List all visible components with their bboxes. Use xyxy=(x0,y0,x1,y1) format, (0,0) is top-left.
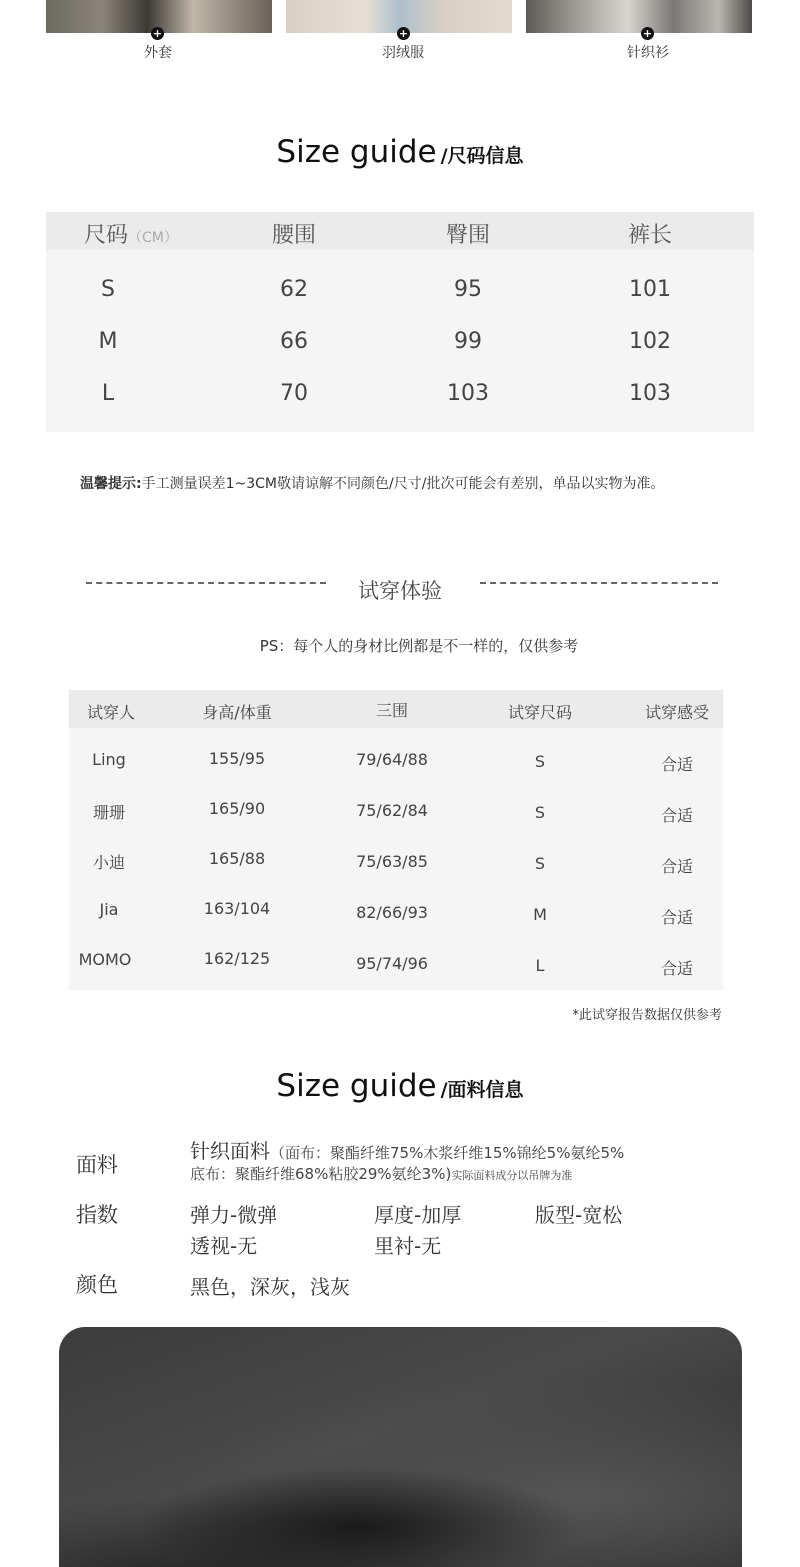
try-cell: 162/125 xyxy=(203,949,271,968)
size-cell: 103 xyxy=(629,381,671,406)
try-cell: S xyxy=(534,854,546,873)
fabric-subtitle: /面料信息 xyxy=(440,1079,524,1101)
fabric-index-thickness: 厚度-加厚 xyxy=(374,1203,462,1227)
try-cell: M xyxy=(533,905,547,924)
try-cell: 珊珊 xyxy=(92,803,125,822)
size-header-waist: 腰围 xyxy=(271,223,316,248)
fabric-index-elasticity: 弹力-微弹 xyxy=(190,1203,278,1227)
size-header-size xyxy=(60,218,234,249)
size-guide-title: Size guide xyxy=(276,134,437,170)
try-cell: Ling xyxy=(92,750,126,769)
try-header-height-weight: 身高/体重 xyxy=(202,703,272,722)
try-cell: 合适 xyxy=(660,806,693,825)
size-cell: 99 xyxy=(454,329,482,354)
size-cell: 95 xyxy=(454,277,482,302)
size-cell: 103 xyxy=(447,381,489,406)
size-cell: 101 xyxy=(629,277,671,302)
thumbnail-label: 外套 xyxy=(144,45,172,61)
fabric-index-label: 指数 xyxy=(76,1203,118,1227)
fabric-index-lining: 里衬-无 xyxy=(374,1234,442,1258)
try-cell: 75/62/84 xyxy=(356,801,428,820)
try-cell: 165/88 xyxy=(208,849,266,868)
try-cell: Jia xyxy=(99,900,119,919)
size-unit: （CM） xyxy=(128,230,178,246)
fabric-material-main: 针织面料 xyxy=(190,1139,270,1163)
try-on-title: 试穿体验 xyxy=(358,579,442,603)
fabric-index-transparency: 透视-无 xyxy=(190,1234,258,1258)
size-header-length: 裤长 xyxy=(627,223,672,248)
try-on-ps: PS：每个人的身材比例都是不一样的，仅供参考 xyxy=(259,637,579,655)
size-cell: 66 xyxy=(280,329,308,354)
try-cell: 155/95 xyxy=(208,749,266,768)
try-cell: S xyxy=(534,752,546,771)
try-cell: 合适 xyxy=(660,755,693,774)
size-cell: S xyxy=(101,277,115,302)
size-guide-heading xyxy=(0,134,800,170)
size-guide-subtitle: /尺码信息 xyxy=(440,145,524,167)
try-cell: 75/63/85 xyxy=(356,852,428,871)
size-cell: 70 xyxy=(280,381,308,406)
try-cell: 小迪 xyxy=(92,853,125,872)
plus-icon[interactable]: + xyxy=(152,27,163,40)
size-cell: M xyxy=(98,329,118,354)
fabric-heading xyxy=(0,1068,800,1104)
fabric-material-line2 xyxy=(190,1163,572,1184)
try-cell: S xyxy=(534,803,546,822)
try-cell: MOMO xyxy=(78,950,132,969)
try-header-measurements: 三围 xyxy=(375,701,408,720)
try-header-person: 试穿人 xyxy=(86,703,135,722)
size-header-label: 尺码 xyxy=(84,223,129,248)
size-header-hip: 臀围 xyxy=(445,223,490,248)
try-cell: 合适 xyxy=(660,908,693,927)
try-header-feeling: 试穿感受 xyxy=(644,703,709,722)
measurement-tip xyxy=(80,473,664,493)
try-cell: 合适 xyxy=(660,959,693,978)
fabric-material-line1 xyxy=(190,1135,624,1164)
size-cell: L xyxy=(101,381,115,406)
fabric-swatch-image xyxy=(59,1327,742,1567)
size-cell: 62 xyxy=(280,277,308,302)
try-cell: 82/66/93 xyxy=(356,903,428,922)
fabric-material-label: 面料 xyxy=(76,1153,118,1177)
try-cell: 163/104 xyxy=(203,899,271,918)
fabric-index-fit: 版型-宽松 xyxy=(535,1203,623,1227)
fabric-colors: 黑色，深灰，浅灰 xyxy=(190,1275,350,1299)
fabric-material-detail2: 底布：聚酯纤维68%粘胶29%氨纶3%) xyxy=(190,1165,452,1183)
fabric-color-label: 颜色 xyxy=(76,1273,118,1297)
plus-icon[interactable]: + xyxy=(642,27,653,40)
size-table xyxy=(46,212,754,432)
try-on-note: *此试穿报告数据仅供参考 xyxy=(572,1008,722,1023)
try-cell: 95/74/96 xyxy=(356,954,428,973)
fabric-title: Size guide xyxy=(276,1068,437,1104)
fabric-material-detail: （面布：聚酯纤维75%木浆纤维15%锦纶5%氨纶5% xyxy=(270,1144,625,1162)
try-cell: 79/64/88 xyxy=(356,750,428,769)
plus-icon[interactable]: + xyxy=(398,27,409,40)
try-on-table xyxy=(69,690,723,990)
size-cell: 102 xyxy=(629,329,671,354)
try-cell: 合适 xyxy=(660,857,693,876)
fabric-material-note: 实际面料成分以吊牌为准 xyxy=(451,1169,573,1182)
try-cell: 165/90 xyxy=(208,799,266,818)
product-thumbnail-knitwear[interactable] xyxy=(526,0,752,33)
thumbnail-label: 羽绒服 xyxy=(382,45,424,61)
tip-text: 手工测量误差1~3CM敬请谅解不同颜色/尺寸/批次可能会有差别，单品以实物为准。 xyxy=(141,476,665,492)
tip-label: 温馨提示: xyxy=(80,476,142,492)
try-cell: L xyxy=(535,956,545,975)
thumbnail-label: 针织衫 xyxy=(627,45,669,61)
try-header-size: 试穿尺码 xyxy=(507,703,572,722)
